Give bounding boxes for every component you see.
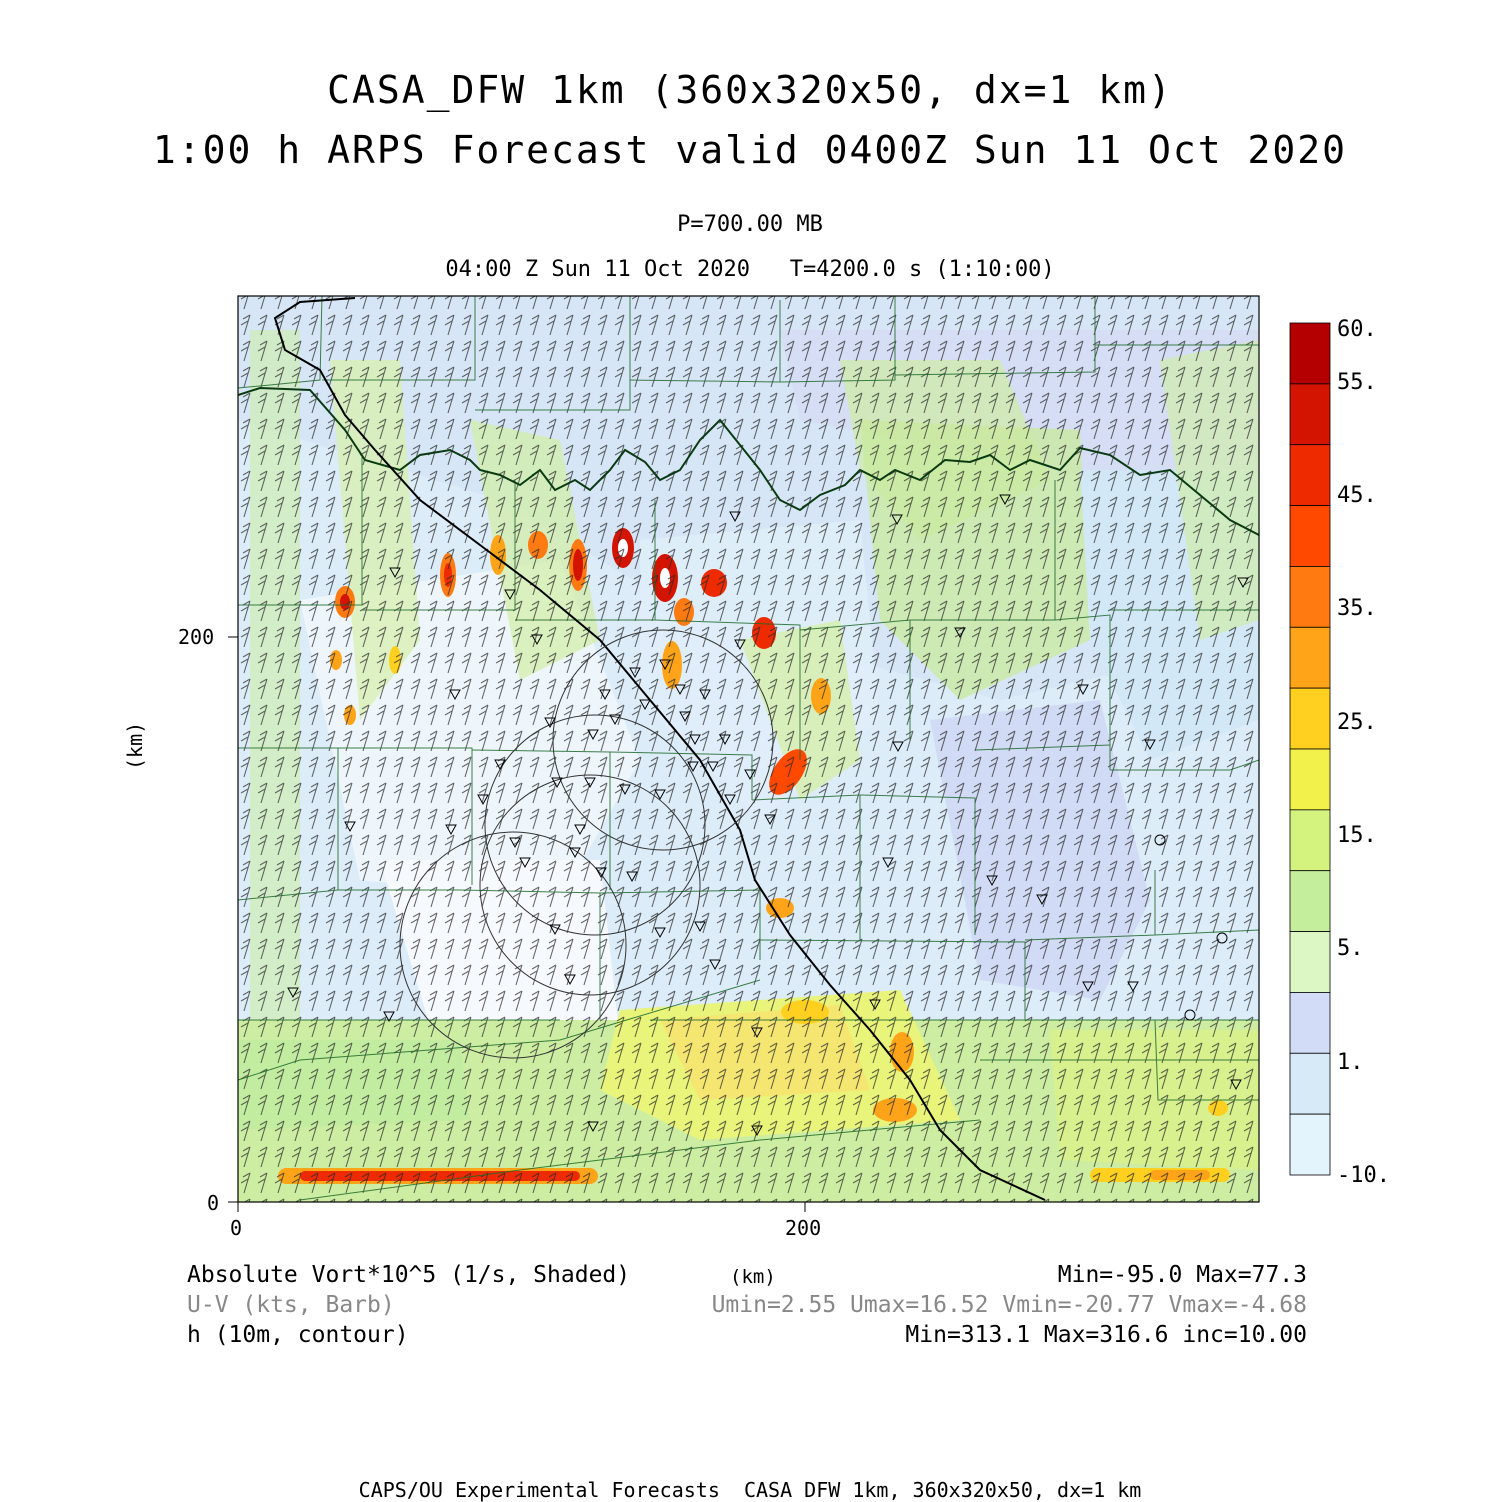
colorbar-segment [1290,445,1330,506]
colorbar-segment [1290,1053,1330,1114]
colorbar-segment [1290,992,1330,1053]
colorbar-segment [1290,1114,1330,1175]
colorbar-segment [1290,627,1330,688]
colorbar-label-60: 60. [1337,317,1377,342]
colorbar-label-45: 45. [1337,483,1377,508]
legend-stats-vorticity: Min=-95.0 Max=77.3 [1057,1262,1307,1288]
colorbar-label-neg10: -10. [1337,1163,1390,1188]
y-axis-label: (km) [123,721,147,770]
x-axis-label: (km) [730,1266,776,1288]
y-tick-200: 200 [178,625,215,649]
legend-field-height: h (10m, contour) [187,1322,409,1348]
colorbar-segment [1290,506,1330,567]
colorbar-label-25: 25. [1337,710,1377,735]
colorbar-segment [1290,871,1330,932]
colorbar-segment [1290,566,1330,627]
legend-field-vorticity: Absolute Vort*10^5 (1/s, Shaded) [187,1262,631,1288]
legend-stats-wind: Umin=2.55 Umax=16.52 Vmin=-20.77 Vmax=-4.68 [711,1292,1307,1318]
colorbar [1290,323,1330,1175]
footer-credit: CAPS/OU Experimental Forecasts CASA DFW 1km, 360x320x50, dx=1 km [358,1478,1142,1502]
chart-title-line1: CASA_DFW 1km (360x320x50, dx=1 km) [327,68,1173,112]
chart-title-line2: 1:00 h ARPS Forecast valid 0400Z Sun 11 Oct 2020 [152,128,1348,172]
colorbar-segment [1290,932,1330,993]
colorbar-segment [1290,688,1330,749]
x-tick-0: 0 [230,1216,243,1240]
legend-stats-height: Min=313.1 Max=316.6 inc=10.00 [905,1322,1307,1348]
vorticity-shading [238,296,1259,1202]
wind-barbs [238,296,1259,1202]
colorbar-segment [1290,323,1330,384]
x-tick-200: 200 [785,1216,822,1240]
y-tick-0: 0 [207,1191,220,1215]
colorbar-segment [1290,810,1330,871]
legend-field-wind: U-V (kts, Barb) [187,1292,395,1318]
colorbar-label-15: 15. [1337,823,1377,848]
colorbar-segment [1290,749,1330,810]
colorbar-segment [1290,384,1330,445]
colorbar-label-1: 1. [1337,1050,1364,1075]
valid-time-label: 04:00 Z Sun 11 Oct 2020 T=4200.0 s (1:10:00) [445,257,1055,282]
pressure-level-label: P=700.00 MB [677,212,823,237]
colorbar-label-55: 55. [1337,370,1377,395]
colorbar-label-5: 5. [1337,936,1364,961]
colorbar-labels [1337,317,1390,1188]
colorbar-label-35: 35. [1337,596,1377,621]
